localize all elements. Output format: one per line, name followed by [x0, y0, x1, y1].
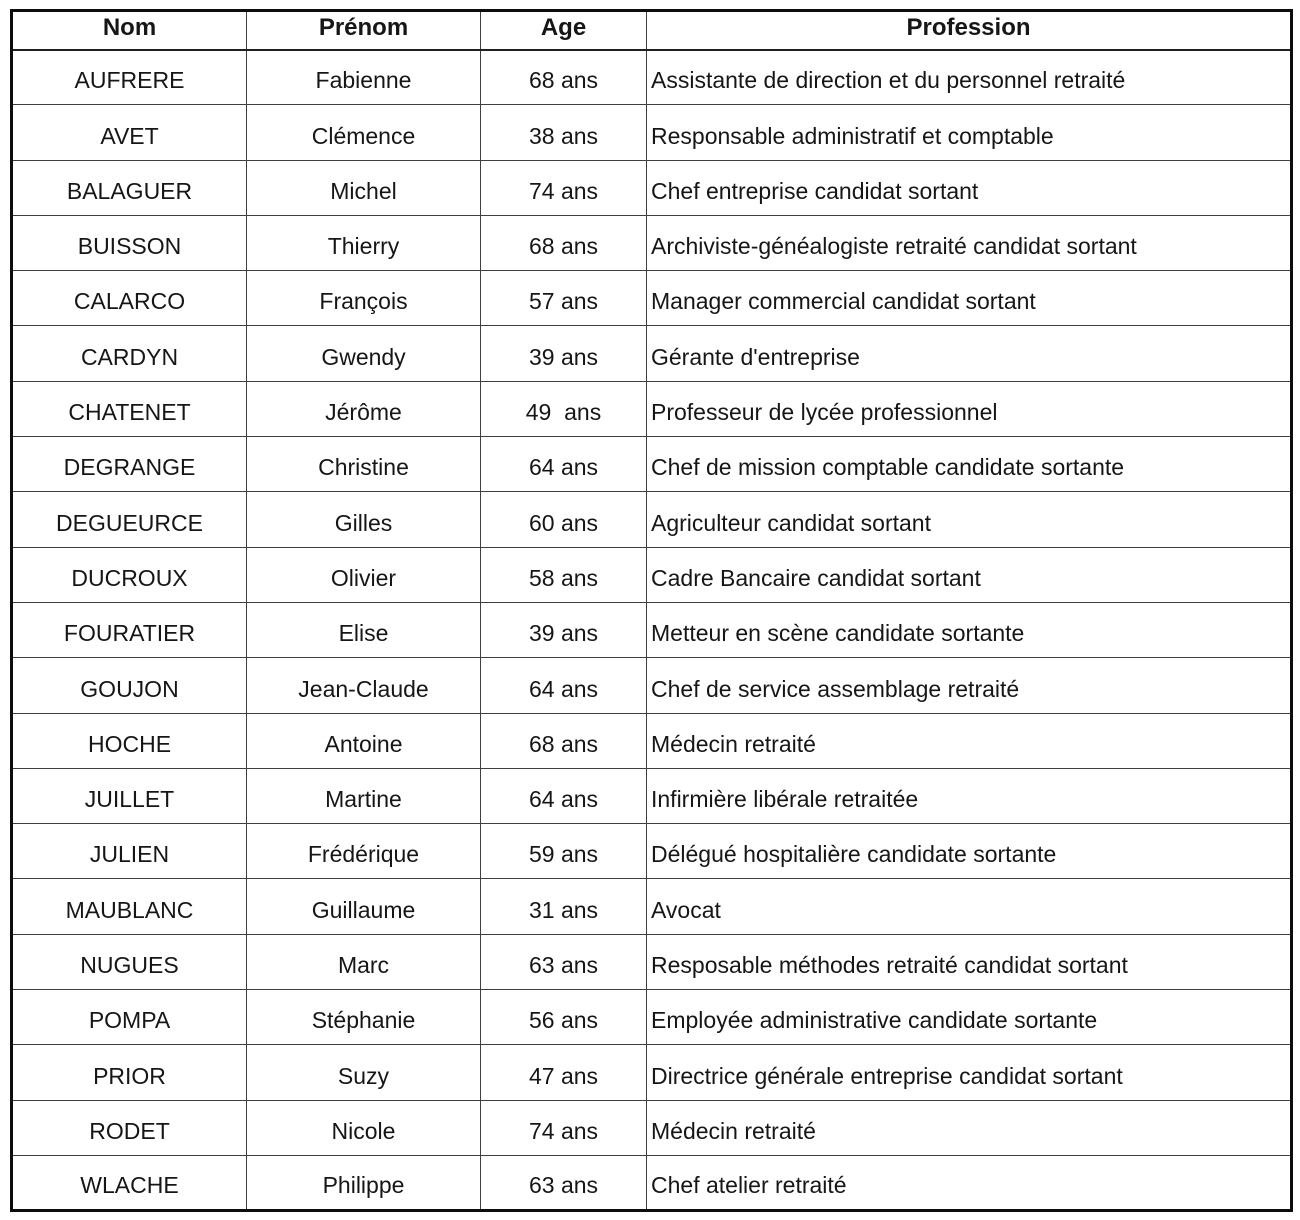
- cell-prenom: Jérôme: [247, 381, 481, 436]
- table-row: [12, 381, 1292, 436]
- cell-prenom: Frédérique: [247, 824, 481, 879]
- table-body: [12, 50, 1292, 1211]
- cell-nom: DEGUEURCE: [12, 492, 247, 547]
- table-row: [12, 1100, 1292, 1155]
- table-row: [12, 50, 1292, 105]
- cell-profession: Directrice générale entreprise candidat sortant: [647, 1045, 1292, 1100]
- cell-nom: BUISSON: [12, 215, 247, 270]
- cell-prenom: Gwendy: [247, 326, 481, 381]
- cell-nom: JULIEN: [12, 824, 247, 879]
- cell-profession: Metteur en scène candidate sortante: [647, 602, 1292, 657]
- table-row: [12, 271, 1292, 326]
- cell-nom: DUCROUX: [12, 547, 247, 602]
- table-row: [12, 990, 1292, 1045]
- table-header: [12, 11, 1292, 50]
- cell-prenom: Elise: [247, 602, 481, 657]
- candidates-table: [10, 9, 1293, 1212]
- cell-nom: RODET: [12, 1100, 247, 1155]
- table-row: [12, 824, 1292, 879]
- cell-age: 39 ans: [481, 602, 647, 657]
- cell-profession: Gérante d'entreprise: [647, 326, 1292, 381]
- table-row: [12, 934, 1292, 989]
- cell-profession: Professeur de lycée professionnel: [647, 381, 1292, 436]
- table-row: [12, 437, 1292, 492]
- cell-nom: AVET: [12, 105, 247, 160]
- cell-prenom: Antoine: [247, 713, 481, 768]
- cell-nom: NUGUES: [12, 934, 247, 989]
- cell-age: 74 ans: [481, 1100, 647, 1155]
- cell-prenom: Nicole: [247, 1100, 481, 1155]
- cell-prenom: Stéphanie: [247, 990, 481, 1045]
- cell-profession: Archiviste-généalogiste retraité candidat sortant: [647, 215, 1292, 270]
- column-header-profession: Profession: [647, 11, 1292, 50]
- cell-age: 49 ans: [481, 381, 647, 436]
- cell-age: 39 ans: [481, 326, 647, 381]
- cell-age: 64 ans: [481, 768, 647, 823]
- table-row: [12, 1045, 1292, 1100]
- cell-profession: Chef entreprise candidat sortant: [647, 160, 1292, 215]
- cell-nom: POMPA: [12, 990, 247, 1045]
- cell-nom: MAUBLANC: [12, 879, 247, 934]
- cell-prenom: Olivier: [247, 547, 481, 602]
- table-row: [12, 713, 1292, 768]
- cell-prenom: Clémence: [247, 105, 481, 160]
- cell-age: 60 ans: [481, 492, 647, 547]
- table-row: [12, 658, 1292, 713]
- cell-prenom: Thierry: [247, 215, 481, 270]
- cell-age: 59 ans: [481, 824, 647, 879]
- cell-age: 38 ans: [481, 105, 647, 160]
- cell-nom: FOURATIER: [12, 602, 247, 657]
- cell-age: 68 ans: [481, 215, 647, 270]
- cell-nom: CHATENET: [12, 381, 247, 436]
- cell-profession: Délégué hospitalière candidate sortante: [647, 824, 1292, 879]
- table-row: [12, 215, 1292, 270]
- cell-age: 68 ans: [481, 50, 647, 105]
- cell-nom: PRIOR: [12, 1045, 247, 1100]
- cell-nom: HOCHE: [12, 713, 247, 768]
- table-row: [12, 602, 1292, 657]
- table-row: [12, 879, 1292, 934]
- table-row: [12, 492, 1292, 547]
- cell-age: 31 ans: [481, 879, 647, 934]
- cell-profession: Manager commercial candidat sortant: [647, 271, 1292, 326]
- cell-profession: Cadre Bancaire candidat sortant: [647, 547, 1292, 602]
- cell-age: 57 ans: [481, 271, 647, 326]
- cell-prenom: Martine: [247, 768, 481, 823]
- cell-age: 63 ans: [481, 1155, 647, 1210]
- cell-nom: CALARCO: [12, 271, 247, 326]
- cell-profession: Responsable administratif et comptable: [647, 105, 1292, 160]
- table-row: [12, 547, 1292, 602]
- cell-profession: Chef de service assemblage retraité: [647, 658, 1292, 713]
- cell-profession: Infirmière libérale retraitée: [647, 768, 1292, 823]
- cell-prenom: Gilles: [247, 492, 481, 547]
- cell-prenom: Fabienne: [247, 50, 481, 105]
- cell-age: 64 ans: [481, 658, 647, 713]
- cell-nom: DEGRANGE: [12, 437, 247, 492]
- cell-prenom: Michel: [247, 160, 481, 215]
- cell-age: 74 ans: [481, 160, 647, 215]
- cell-nom: JUILLET: [12, 768, 247, 823]
- cell-age: 63 ans: [481, 934, 647, 989]
- cell-profession: Chef de mission comptable candidate sortante: [647, 437, 1292, 492]
- candidates-table-container: [10, 9, 1293, 1212]
- cell-profession: Resposable méthodes retraité candidat sortant: [647, 934, 1292, 989]
- column-header-nom: Nom: [12, 11, 247, 50]
- table-row: [12, 105, 1292, 160]
- table-row: [12, 768, 1292, 823]
- table-row: [12, 1155, 1292, 1210]
- cell-age: 58 ans: [481, 547, 647, 602]
- cell-prenom: Jean-Claude: [247, 658, 481, 713]
- cell-profession: Médecin retraité: [647, 713, 1292, 768]
- cell-profession: Avocat: [647, 879, 1292, 934]
- cell-nom: WLACHE: [12, 1155, 247, 1210]
- header-row: [12, 11, 1292, 50]
- cell-prenom: Suzy: [247, 1045, 481, 1100]
- cell-nom: GOUJON: [12, 658, 247, 713]
- cell-prenom: Marc: [247, 934, 481, 989]
- cell-prenom: Philippe: [247, 1155, 481, 1210]
- cell-prenom: Christine: [247, 437, 481, 492]
- column-header-prenom: Prénom: [247, 11, 481, 50]
- cell-nom: AUFRERE: [12, 50, 247, 105]
- cell-profession: Agriculteur candidat sortant: [647, 492, 1292, 547]
- table-row: [12, 160, 1292, 215]
- cell-age: 64 ans: [481, 437, 647, 492]
- cell-profession: Médecin retraité: [647, 1100, 1292, 1155]
- cell-nom: BALAGUER: [12, 160, 247, 215]
- cell-age: 68 ans: [481, 713, 647, 768]
- column-header-age: Age: [481, 11, 647, 50]
- cell-prenom: François: [247, 271, 481, 326]
- table-row: [12, 326, 1292, 381]
- cell-profession: Chef atelier retraité: [647, 1155, 1292, 1210]
- cell-nom: CARDYN: [12, 326, 247, 381]
- cell-profession: Assistante de direction et du personnel retraité: [647, 50, 1292, 105]
- cell-age: 47 ans: [481, 1045, 647, 1100]
- cell-prenom: Guillaume: [247, 879, 481, 934]
- cell-profession: Employée administrative candidate sortante: [647, 990, 1292, 1045]
- cell-age: 56 ans: [481, 990, 647, 1045]
